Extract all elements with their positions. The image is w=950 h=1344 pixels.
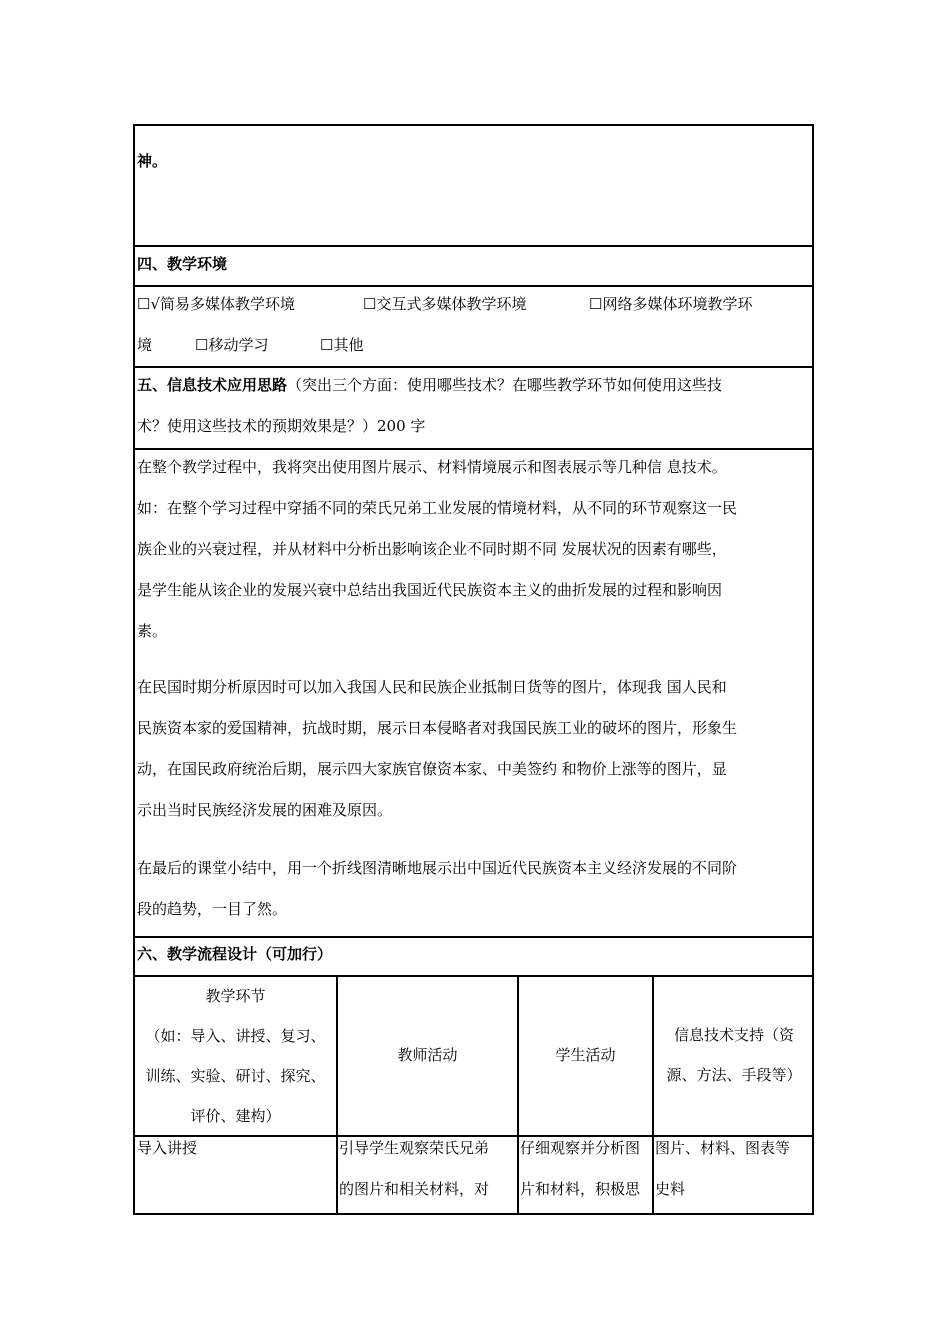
paragraph1-line: 如：在整个学习过程中穿插不同的荣氏兄弟工业发展的情境材料，从不同的环节观察这一民 <box>137 499 738 517</box>
header-text: 评价、建构） <box>190 1107 281 1125</box>
header-it-support <box>654 1015 814 1095</box>
paragraph1-line: 族企业的兴衰过程，并从材料中分析出影响该企业不同时期不同 发展状况的因素有哪些， <box>137 540 727 558</box>
paragraph2-line: 民族资本家的爱国精神，抗战时期，展示日本侵略者对我国民族工业的破坏的图片，形象生 <box>137 719 738 737</box>
section5-title: 五、信息技术应用思路 <box>137 376 288 394</box>
paragraph1-line: 是学生能从该企业的发展兴衰中总结出我国近代民族资本主义的曲折发展的过程和影响因 <box>137 581 723 599</box>
cell-text: 引导学生观察荣氏兄弟 <box>339 1139 490 1157</box>
header-student-activity: 学生活动 <box>555 1046 616 1064</box>
env-option-network-multimedia-cont: 境 <box>137 336 153 354</box>
section5-heading-line1 <box>137 365 722 406</box>
paragraph2-line: 在民国时期分析原因时可以加入我国人民和民族企业抵制日货等的图片，体现我 国人民和 <box>137 678 727 696</box>
row1-teacher-activity <box>339 1128 489 1210</box>
header-text: 信息技术支持（资 <box>673 1026 794 1044</box>
column-divider <box>517 975 519 1215</box>
section4-title: 四、教学环境 <box>137 255 228 273</box>
header-text: 源、方法、手段等） <box>666 1066 802 1084</box>
section5-hint-line2: 术？使用这些技术的预期效果是？）200 字 <box>137 417 426 435</box>
paragraph1-line: 在整个教学过程中，我将突出使用图片展示、材料情境展示和图表展示等几种信 息技术。 <box>137 458 727 476</box>
section5-hint-line1: （突出三个方面：使用哪些技术？在哪些教学环节如何使用这些技 <box>287 376 723 394</box>
env-option-other[interactable]: ☐其他 <box>320 336 364 354</box>
header-text: （如：导入、讲授、复习、 <box>145 1027 326 1045</box>
form-table <box>133 124 814 1215</box>
paragraph3-line: 在最后的课堂小结中，用一个折线图清晰地展示出中国近代民族资本主义经济发展的不同阶 <box>137 859 738 877</box>
env-option-network-multimedia[interactable]: ☐网络多媒体环境教学环 <box>589 295 753 313</box>
header-text: 训练、实验、研讨、探究、 <box>145 1067 326 1085</box>
header-text: 教学环节 <box>205 987 266 1005</box>
env-option-interactive-multimedia[interactable]: ☐交互式多媒体教学环境 <box>363 295 527 313</box>
paragraph1-line: 素。 <box>137 622 168 640</box>
row1-it-support <box>655 1128 790 1210</box>
paragraph2-line: 示出当时民族经济发展的困难及原因。 <box>137 801 393 819</box>
column-divider <box>652 975 654 1215</box>
row-divider <box>135 245 812 247</box>
paragraph3-line: 段的趋势，一目了然。 <box>137 900 288 918</box>
env-option-simple-multimedia[interactable]: ☐√简易多媒体教学环境 <box>137 295 296 313</box>
header-teacher-activity: 教师活动 <box>397 1046 458 1064</box>
cell-text: 仔细观察并分析图 <box>520 1139 641 1157</box>
env-option-mobile-learning[interactable]: ☐移动学习 <box>195 336 269 354</box>
section-end-text: 神。 <box>137 152 168 170</box>
cell-text: 图片、材料、图表等 <box>655 1139 791 1157</box>
cell-text: 的图片和相关材料，对 <box>339 1180 490 1198</box>
row1-stage: 导入讲授 <box>137 1139 198 1157</box>
row1-student-activity <box>520 1128 640 1210</box>
cell-text: 史料 <box>655 1180 686 1198</box>
header-teaching-stage <box>135 976 336 1136</box>
paragraph2-line: 动，在国民政府统治后期，展示四大家族官僚资本家、中美签约 和物价上涨等的图片，显 <box>137 760 727 778</box>
section6-title: 六、教学流程设计（可加行） <box>137 945 333 963</box>
column-divider <box>336 975 338 1215</box>
cell-text: 片和材料，积极思 <box>520 1180 641 1198</box>
